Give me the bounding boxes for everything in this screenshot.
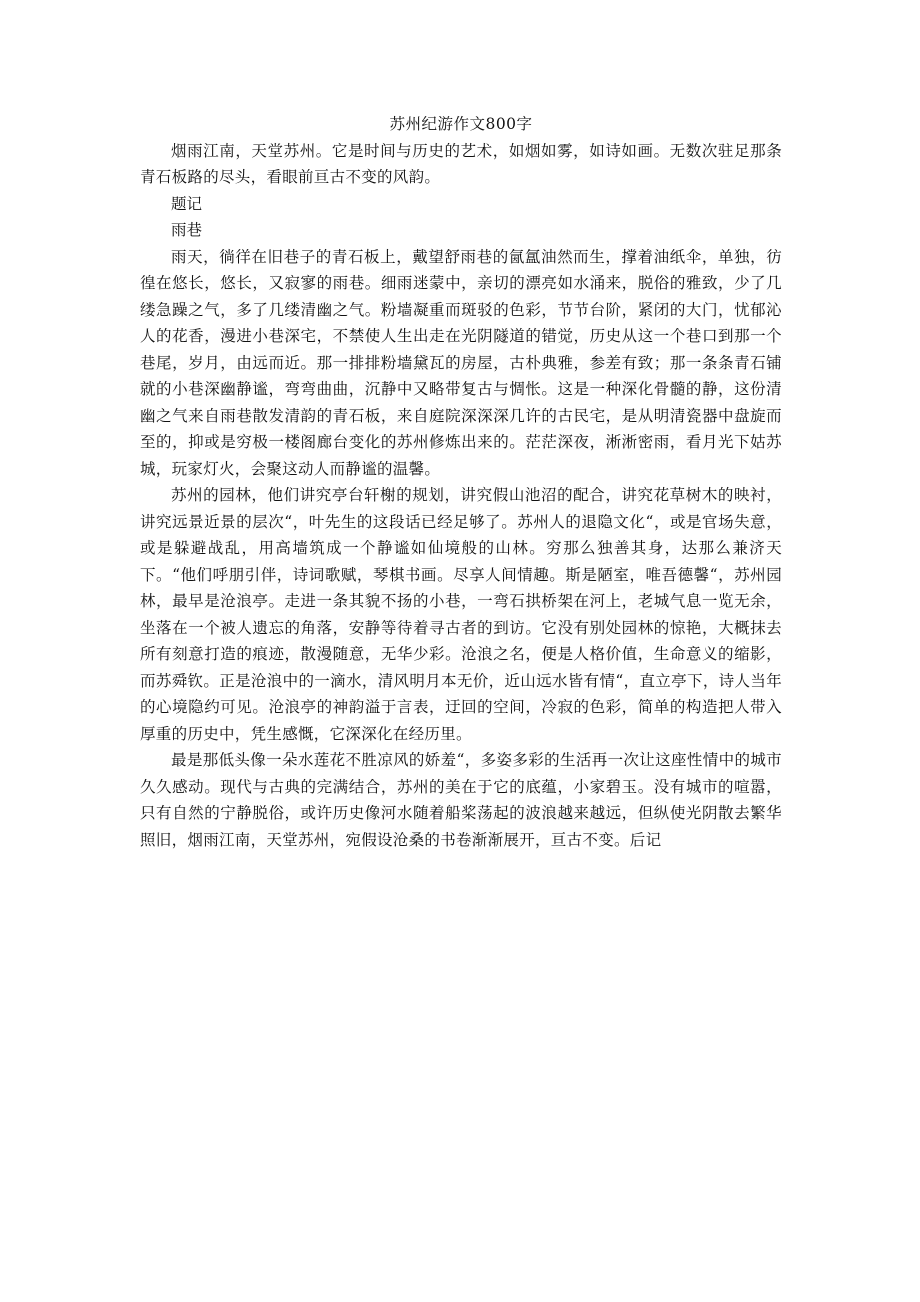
document-body [140, 111, 782, 853]
rain-alley-paragraph: 雨天，徜徉在旧巷子的青石板上，戴望舒雨巷的氤氲油然而生，撑着油纸伞，单独，彷徨在悠长，悠长，又寂寥的雨巷。细雨迷蒙中，亲切的漂亮如水涌来，脱俗的雅致，少了几缕急躁之气，多了几缕清幽之气。粉墙凝重而斑驳的色彩，节节台阶，紧闭的大门，忧郁沁人的花香，漫进小巷深宅，不禁使人生出走在光阴隧道的错觉，历史从这一个巷口到那一个巷尾，岁月，由远而近。那一排排粉墙黛瓦的房屋，古朴典雅，参差有致；那一条条青石铺就的小巷深幽静谧，弯弯曲曲，沉静中又略带复古与惆怅。这是一种深化骨髓的静，这份清幽之气来自雨巷散发清韵的青石板，来自庭院深深深几许的古民宅，是从明清瓷器中盘旋而至的，抑或是穷极一楼阁廊台变化的苏州修炼出来的。茫茫深夜，淅淅密雨，看月光下姑苏城，玩家灯火，会聚这动人而静谧的温馨。 [140, 247, 782, 478]
closing-paragraph: 最是那低头像一朵水莲花不胜凉风的娇羞“，多姿多彩的生活再一次让这座性情中的城市久久感动。现代与古典的完满结合，苏州的美在于它的底蕴，小家碧玉。没有城市的喧嚣，只有自然的宁静脱俗，或许历史像河水随着船桨荡起的波浪越来越远，但纵使光阴散去繁华照旧，烟雨江南，天堂苏州，宛假设沧桑的书卷渐渐展开，亘古不变。后记 [140, 751, 782, 849]
epigraph-label: 题记 [171, 194, 203, 213]
section-heading: 雨巷 [171, 221, 203, 239]
document-title: 苏州纪游作文800字 [389, 115, 533, 133]
intro-paragraph: 烟雨江南，天堂苏州。它是时间与历史的艺术，如烟如雾，如诗如画。无数次驻足那条青石板路的尽头，看眼前亘古不变的风韵。 [140, 141, 782, 186]
garden-paragraph: 苏州的园林，他们讲究亭台轩榭的规划，讲究假山池沼的配合，讲究花草树木的映衬，讲究远景近景的层次“，叶先生的这段话已经足够了。苏州人的退隐文化“，或是官场失意，或是躲避战乱，用高墙筑成一个静谧如仙境般的山林。穷那么独善其身，达那么兼济天下。“他们呼朋引伴，诗词歌赋，琴棋书画。尽享人间情趣。斯是陋室，唯吾德馨“，苏州园林，最早是沧浪亭。走进一条其貌不扬的小巷，一弯石拱桥架在河上，老城气息一览无余，坐落在一个被人遗忘的角落，安静等待着寻古者的到访。它没有别处园林的惊艳，大概抹去所有刻意打造的痕迹，散漫随意，无华少彩。沧浪之名，便是人格价值，生命意义的缩影，而苏舜钦。正是沧浪中的一滴水，清风明月本无价，近山远水皆有情“，直立亭下，诗人当年的心境隐约可见。沧浪亭的神韵溢于言表，迂回的空间，冷寂的色彩，简单的构造把人带入厚重的历史中，凭生感慨，它深深化在经历里。 [140, 486, 782, 743]
